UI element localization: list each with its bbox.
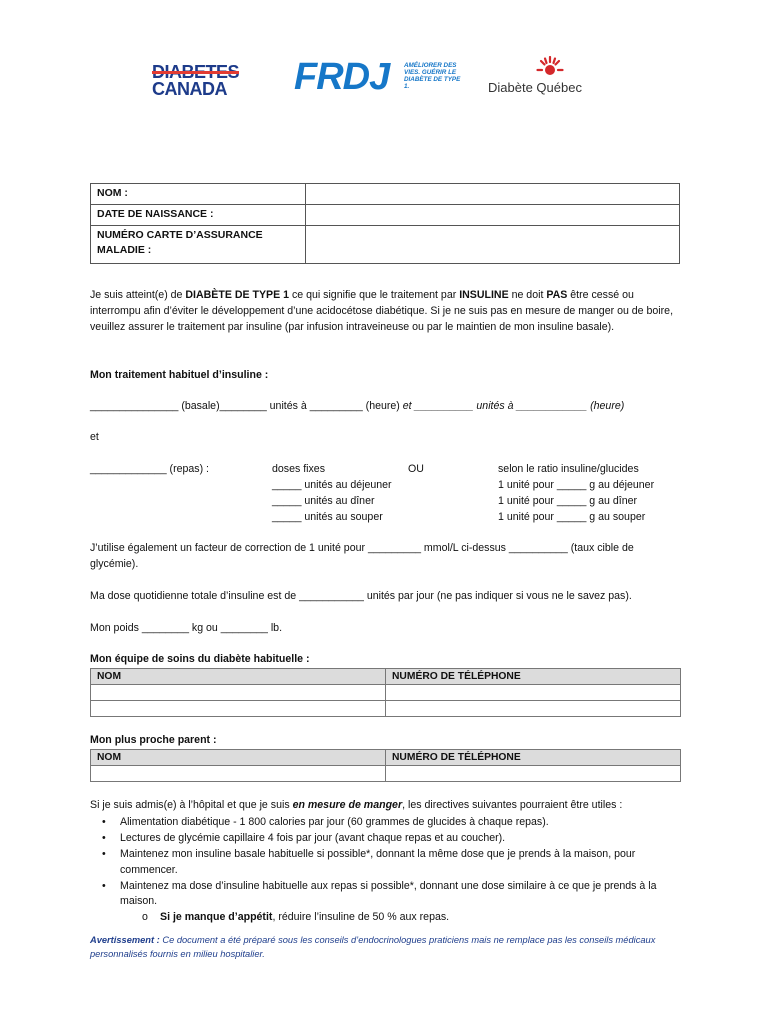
health-card-field[interactable] [306, 225, 680, 263]
name-column-header: NOM [91, 669, 386, 685]
basal-line: _______________ (basale)________ unités à _________ (heure) et __________ unités à ____________ (heure) [90, 400, 625, 412]
table-row [91, 669, 681, 685]
phone-column-header: NUMÉRO DE TÉLÉPHONE [386, 750, 681, 766]
or-label: OU [408, 463, 424, 475]
table-row [91, 204, 680, 225]
fixed-doses: doses fixes _____ unités au déjeuner _____ unités au dîner _____ unités au souper [272, 463, 392, 523]
sun-icon [536, 56, 564, 80]
correction-factor: J’utilise également un facteur de correction de 1 unité pour _________ mmol/L ci-dessus __________ (taux cible de glycémie). [90, 542, 634, 570]
hospital-intro: Si je suis admis(e) à l’hôpital et que je suis en mesure de manger, les directives suivantes pourraient être utiles : [90, 799, 623, 811]
frdj-logo: FRDJ AMÉLIORER DES VIES. GUÉRIR LE DIABÈTE DE TYPE 1. [294, 56, 461, 98]
list-item: • Maintenez ma dose d’insuline habituelle aux repas si possible*, donnant une dose similaire à ce que je prends à la maison. [90, 879, 682, 911]
list-item: • Maintenez mon insuline basale habituelle si possible*, donnant la même dose que je prends à la maison, pour commencer. [90, 847, 682, 879]
care-team-table [90, 668, 681, 717]
birthdate-field[interactable] [306, 204, 680, 225]
table-row [91, 685, 681, 701]
intro-paragraph: Je suis atteint(e) de DIABÈTE DE TYPE 1 ce qui signifie que le traitement par INSULINE ne doit PAS être cessé ou interrompu afin d’éviter le développement d’une acidocétose diabétique. Si je ne suis pas en mesure de manger ou de boire, veuillez assurer le traitement par insuline (par infusion intraveineuse ou par le maintien de mon insuline basale). [90, 289, 674, 333]
repas-label: _____________ (repas) : [90, 463, 209, 475]
total-daily-dose: Ma dose quotidienne totale d’insuline est de ___________ unités par jour (ne pas indiquer si vous ne le savez pas). [90, 590, 632, 602]
table-row [91, 750, 681, 766]
name-label: NOM : [91, 184, 306, 205]
name-field[interactable] [306, 184, 680, 205]
ratio-doses: selon le ratio insuline/glucides 1 unité pour _____ g au déjeuner 1 unité pour _____ g au dîner 1 unité pour _____ g au souper [498, 463, 655, 523]
care-team-heading: Mon équipe de soins du diabète habituelle : [90, 653, 310, 665]
next-of-kin-heading: Mon plus proche parent : [90, 734, 217, 746]
warning-note: Avertissement : Ce document a été préparé sous les conseils d’endocrinologues praticiens mais ne remplace pas les conseils médicaux personnalisés fournis en milieu hospitalier. [90, 935, 656, 960]
phone-column-header: NUMÉRO DE TÉLÉPHONE [386, 669, 681, 685]
care-team-name-cell[interactable] [91, 701, 386, 717]
table-row [91, 766, 681, 782]
treatment-heading: Mon traitement habituel d’insuline : [90, 369, 269, 381]
table-row [91, 225, 680, 263]
list-item: • Lectures de glycémie capillaire 4 fois par jour (avant chaque repas et au coucher). [90, 831, 682, 847]
care-team-name-cell[interactable] [91, 685, 386, 701]
birthdate-label: DATE DE NAISSANCE : [91, 204, 306, 225]
logo-bar: DIABETES CANADA FRDJ AMÉLIORER DES VIES. GUÉRIR LE DIABÈTE DE TYPE 1. Diabète Québec [152, 56, 582, 99]
list-subitem: o Si je manque d’appétit, réduire l’insuline de 50 % aux repas. [90, 910, 682, 926]
care-team-phone-cell[interactable] [386, 701, 681, 717]
table-row [91, 184, 680, 205]
et-label: et [90, 431, 99, 443]
weight-line: Mon poids ________ kg ou ________ lb. [90, 622, 283, 634]
next-of-kin-name-cell[interactable] [91, 766, 386, 782]
diabetes-canada-logo: DIABETES CANADA [152, 62, 240, 99]
next-of-kin-phone-cell[interactable] [386, 766, 681, 782]
care-team-phone-cell[interactable] [386, 685, 681, 701]
health-card-label: NUMÉRO CARTE D’ASSURANCE MALADIE : [91, 225, 306, 263]
identification-table [90, 183, 680, 264]
hospital-directives-list [90, 815, 682, 926]
list-item: • Alimentation diabétique - 1 800 calories par jour (60 grammes de glucides à chaque repas). [90, 815, 682, 831]
table-row [91, 701, 681, 717]
next-of-kin-table [90, 749, 681, 782]
name-column-header: NOM [91, 750, 386, 766]
